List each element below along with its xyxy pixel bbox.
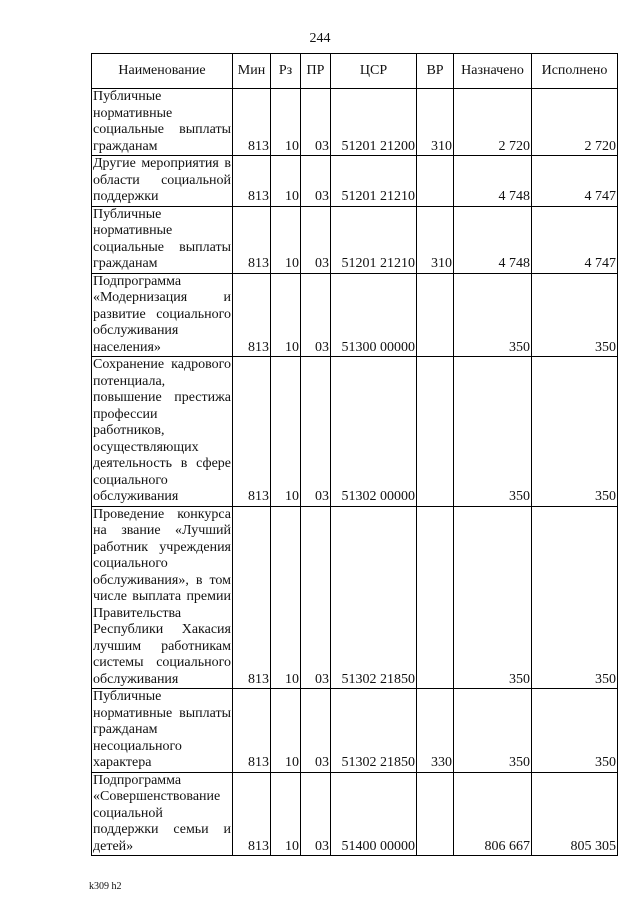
row-name: Проведение конкурса на звание «Лучший работник учреждения социального обслуживания», в том числе выплата премии Правительства Республики Хакасия лучшим работникам системы социального обслуживания — [93, 506, 231, 687]
row-min: 813 — [233, 206, 271, 273]
row-rz: 10 — [271, 689, 301, 773]
row-vr: 310 — [417, 89, 454, 156]
table-row — [92, 156, 618, 207]
row-min: 813 — [233, 506, 271, 689]
row-pr: 03 — [301, 772, 331, 856]
row-min: 813 — [233, 357, 271, 507]
row-csr: 51201 21210 — [331, 156, 417, 207]
table-row — [92, 772, 618, 856]
row-rz: 10 — [271, 206, 301, 273]
row-vr — [417, 156, 454, 207]
header-pr: ПР — [301, 54, 331, 89]
row-pr: 03 — [301, 206, 331, 273]
row-pr: 03 — [301, 357, 331, 507]
table-row — [92, 273, 618, 357]
row-min: 813 — [233, 772, 271, 856]
row-assigned: 350 — [454, 689, 532, 773]
row-rz: 10 — [271, 357, 301, 507]
row-assigned: 2 720 — [454, 89, 532, 156]
row-min: 813 — [233, 689, 271, 773]
header-executed: Исполнено — [532, 54, 618, 89]
row-min: 813 — [233, 273, 271, 357]
table-header-row — [92, 54, 618, 89]
row-rz: 10 — [271, 89, 301, 156]
header-rz: Рз — [271, 54, 301, 89]
row-min: 813 — [233, 89, 271, 156]
row-name: Публичные нормативные выплаты гражданам несоциального характера — [93, 689, 231, 770]
row-vr: 310 — [417, 206, 454, 273]
footer-code: k309 h2 — [89, 881, 122, 892]
page-number: 244 — [309, 31, 331, 46]
row-name: Публичные нормативные социальные выплаты гражданам — [93, 206, 231, 271]
header-vr: ВР — [417, 54, 454, 89]
row-rz: 10 — [271, 156, 301, 207]
row-vr — [417, 357, 454, 507]
row-assigned: 350 — [454, 357, 532, 507]
row-name: Подпрограмма «Совершенствование социальной поддержки семьи и детей» — [93, 772, 231, 854]
row-assigned: 350 — [454, 273, 532, 357]
row-pr: 03 — [301, 689, 331, 773]
table-row — [92, 689, 618, 773]
row-csr: 51400 00000 — [331, 772, 417, 856]
row-csr: 51201 21200 — [331, 89, 417, 156]
row-assigned: 806 667 — [454, 772, 532, 856]
table-row — [92, 506, 618, 689]
row-min: 813 — [233, 156, 271, 207]
row-executed: 350 — [532, 689, 618, 773]
row-pr: 03 — [301, 506, 331, 689]
header-assigned: Назначено — [454, 54, 532, 89]
row-assigned: 350 — [454, 506, 532, 689]
row-executed: 805 305 — [532, 772, 618, 856]
row-csr: 51300 00000 — [331, 273, 417, 357]
header-name: Наименование — [92, 54, 233, 89]
row-name: Подпрограмма «Модернизация и развитие социального обслуживания населения» — [93, 273, 231, 355]
row-csr: 51302 21850 — [331, 689, 417, 773]
table-row — [92, 206, 618, 273]
row-name: Сохранение кадрового потенциала, повышение престижа профессии работников, осуществляющих деятельность в сфере социального обслуживания — [93, 357, 231, 504]
row-vr — [417, 273, 454, 357]
row-rz: 10 — [271, 506, 301, 689]
row-vr — [417, 506, 454, 689]
row-executed: 4 747 — [532, 206, 618, 273]
row-assigned: 4 748 — [454, 156, 532, 207]
row-pr: 03 — [301, 156, 331, 207]
row-executed: 350 — [532, 506, 618, 689]
row-csr: 51302 00000 — [331, 357, 417, 507]
row-pr: 03 — [301, 273, 331, 357]
row-pr: 03 — [301, 89, 331, 156]
row-rz: 10 — [271, 772, 301, 856]
row-rz: 10 — [271, 273, 301, 357]
row-executed: 2 720 — [532, 89, 618, 156]
row-csr: 51302 21850 — [331, 506, 417, 689]
row-csr: 51201 21210 — [331, 206, 417, 273]
header-min: Мин — [233, 54, 271, 89]
row-vr: 330 — [417, 689, 454, 773]
row-assigned: 4 748 — [454, 206, 532, 273]
row-executed: 4 747 — [532, 156, 618, 207]
table-row — [92, 357, 618, 507]
row-executed: 350 — [532, 273, 618, 357]
header-csr: ЦСР — [331, 54, 417, 89]
row-name: Другие мероприятия в области социальной поддержки — [93, 156, 231, 204]
row-name: Публичные нормативные социальные выплаты гражданам — [93, 89, 231, 154]
table-row — [92, 89, 618, 156]
row-vr — [417, 772, 454, 856]
row-executed: 350 — [532, 357, 618, 507]
budget-table — [91, 53, 618, 856]
